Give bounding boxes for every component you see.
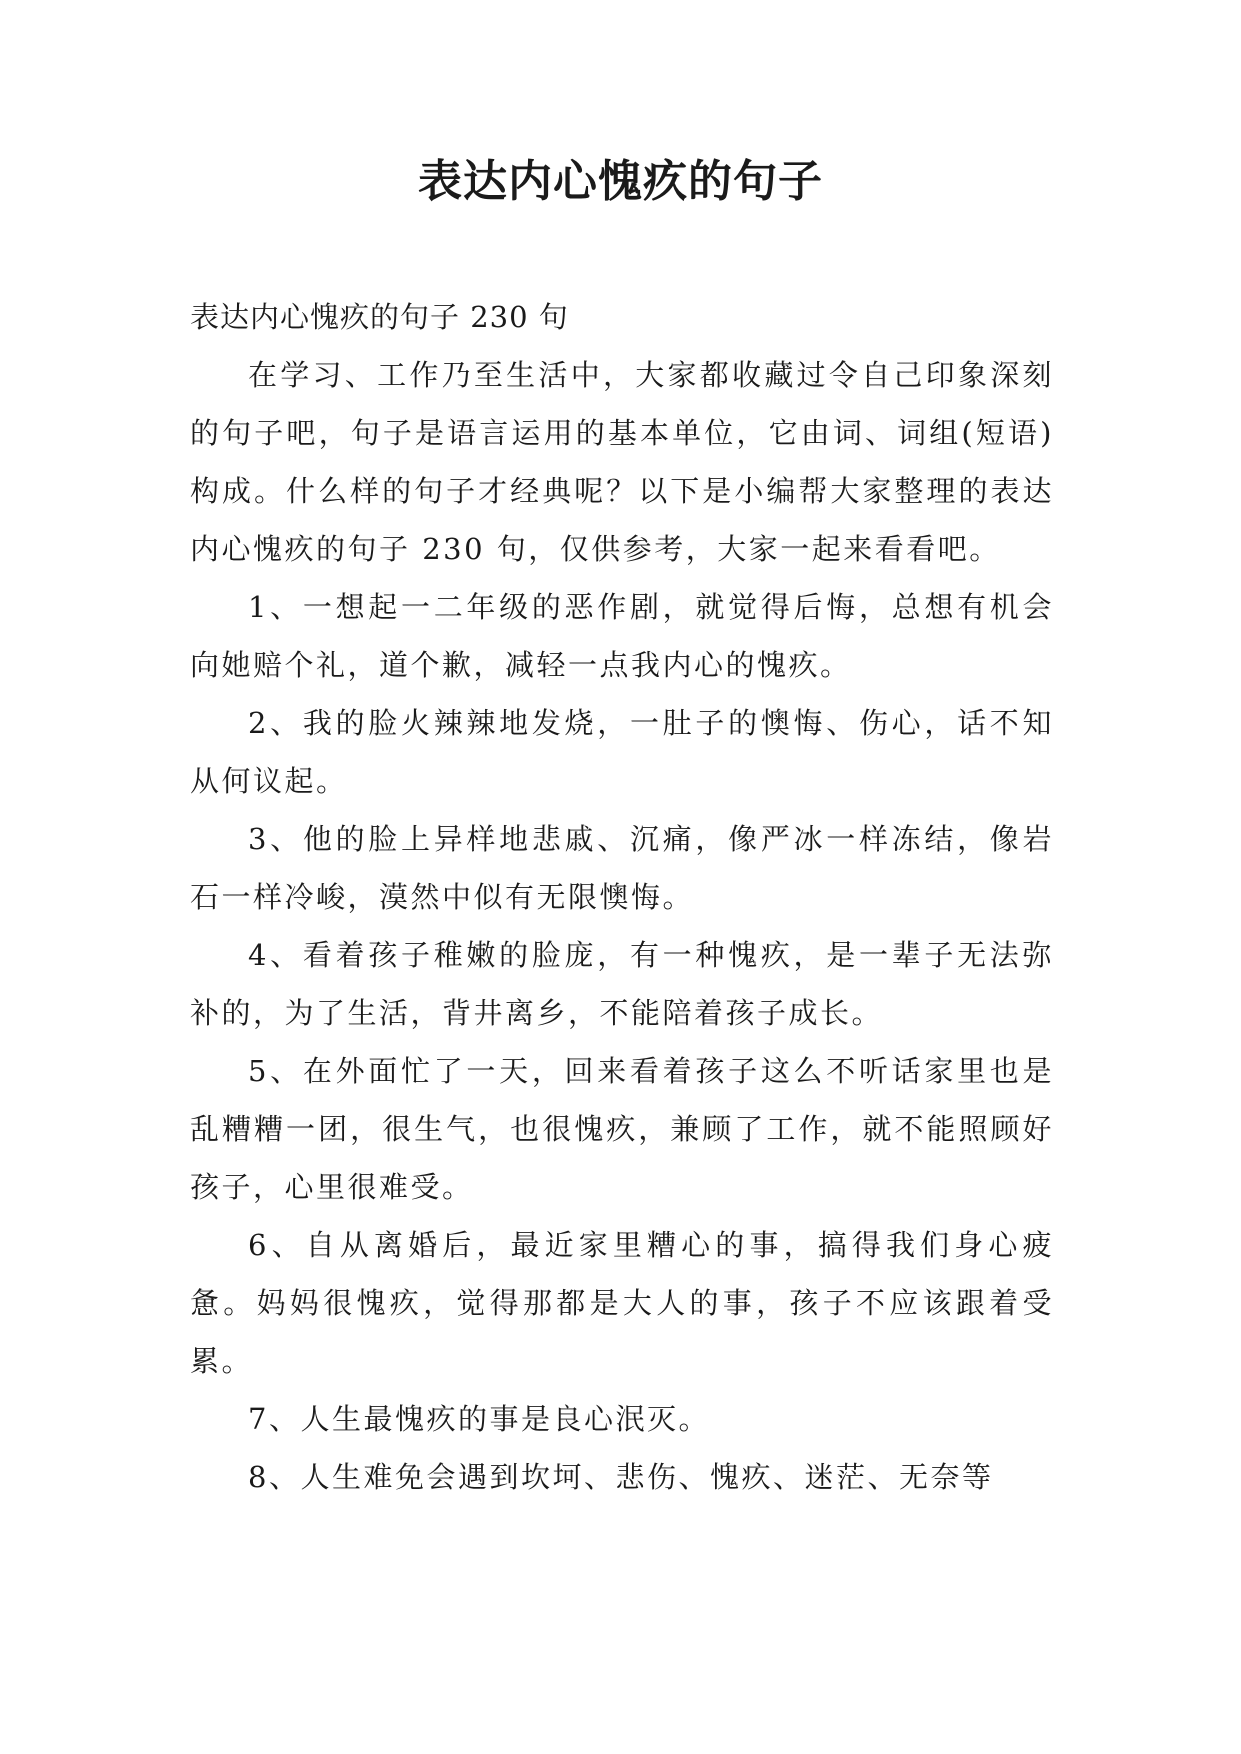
document-title: 表达内心愧疚的句子: [418, 156, 823, 207]
intro-paragraph: 在学习、工作乃至生活中，大家都收藏过令自己印象深刻的句子吧，句子是语言运用的基本单位，它由词、词组(短语)构成。什么样的句子才经典呢？以下是小编帮大家整理的表达内心愧疚的句子 230 句，仅供参考，大家一起来看看吧。: [190, 358, 1054, 566]
list-item: 6、自从离婚后，最近家里糟心的事，搞得我们身心疲惫。妈妈很愧疚，觉得那都是大人的事，孩子不应该跟着受累。: [190, 1228, 1054, 1378]
list-item: 2、我的脸火辣辣地发烧，一肚子的懊悔、伤心，话不知从何议起。: [190, 706, 1054, 798]
list-item: 1、一想起一二年级的恶作剧，就觉得后悔，总想有机会向她赔个礼，道个歉，减轻一点我内心的愧疚。: [190, 590, 1054, 682]
list-item: 3、他的脸上异样地悲戚、沉痛，像严冰一样冻结，像岩石一样冷峻，漠然中似有无限懊悔。: [190, 822, 1054, 914]
list-item: 7、人生最愧疚的事是良心泯灭。: [248, 1402, 710, 1436]
document-body: [190, 288, 1054, 1506]
list-item: 4、看着孩子稚嫩的脸庞，有一种愧疚，是一辈子无法弥补的，为了生活，背井离乡，不能陪着孩子成长。: [190, 938, 1054, 1030]
list-item: 5、在外面忙了一天，回来看着孩子这么不听话家里也是乱糟糟一团，很生气，也很愧疚，兼顾了工作，就不能照顾好孩子，心里很难受。: [190, 1054, 1054, 1204]
document-subtitle: 表达内心愧疚的句子 230 句: [190, 300, 569, 334]
list-item: 8、人生难免会遇到坎坷、悲伤、愧疚、迷茫、无奈等: [248, 1460, 994, 1494]
